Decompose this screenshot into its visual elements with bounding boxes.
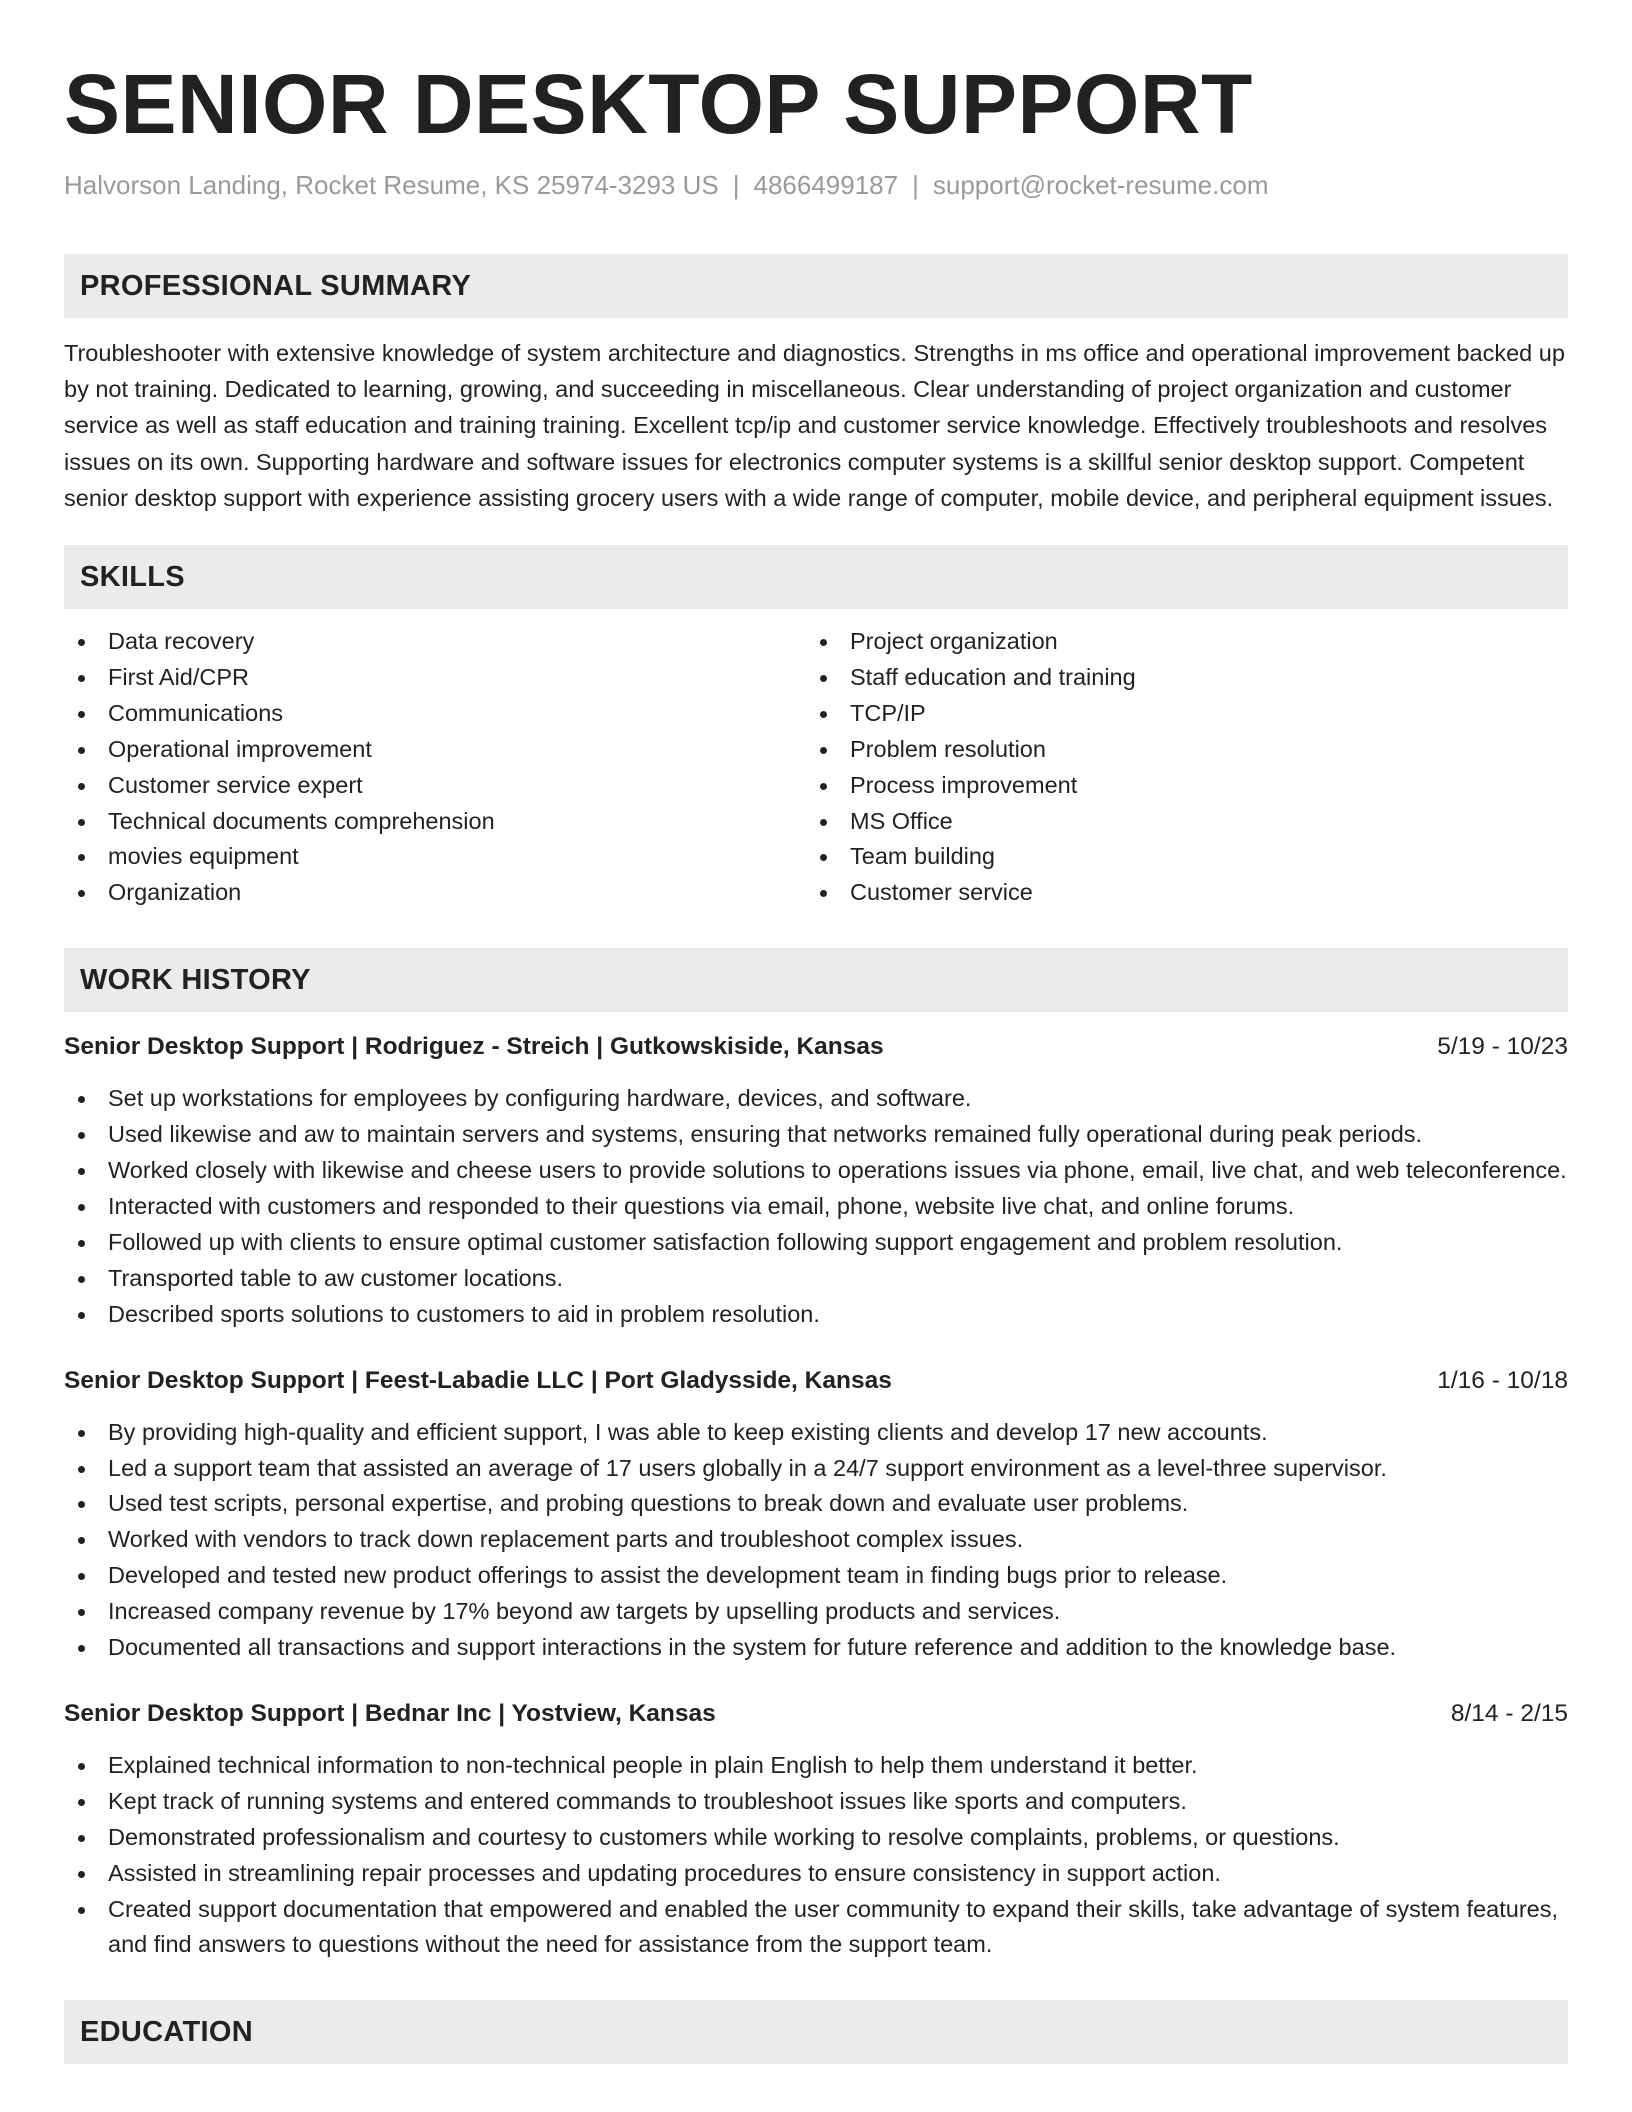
skill-item: Team building: [806, 839, 1548, 875]
skill-item: Customer service expert: [64, 768, 806, 804]
skill-item: Project organization: [806, 624, 1548, 660]
job-bullet-list: [64, 1415, 1568, 1666]
skill-item: First Aid/CPR: [64, 660, 806, 696]
job-bullet: Worked closely with likewise and cheese users to provide solutions to operations issues via phone, email, live chat, and web teleconference.: [64, 1153, 1568, 1189]
job-bullet: Explained technical information to non-technical people in plain English to help them understand it better.: [64, 1748, 1568, 1784]
job-dates: 8/14 - 2/15: [1450, 1699, 1568, 1727]
contact-email: support@rocket-resume.com: [932, 170, 1269, 200]
contact-address: Halvorson Landing, Rocket Resume, KS 25974-3293 US: [64, 170, 719, 200]
job-bullet: Followed up with clients to ensure optimal customer satisfaction following support engagement and problem resolution.: [64, 1225, 1568, 1261]
contact-separator: |: [732, 170, 740, 200]
section-header-summary: PROFESSIONAL SUMMARY: [64, 254, 1568, 318]
job-entry: [64, 1364, 1568, 1666]
job-bullet: Developed and tested new product offerings to assist the development team in finding bugs prior to release.: [64, 1558, 1568, 1594]
job-title: Senior Desktop Support | Bednar Inc | Yostview, Kansas: [64, 1699, 716, 1727]
job-bullet: Assisted in streamlining repair processes and updating procedures to ensure consistency in support action.: [64, 1856, 1568, 1892]
skill-item: Organization: [64, 875, 806, 911]
job-bullet: Described sports solutions to customers to aid in problem resolution.: [64, 1297, 1568, 1333]
job-bullet: Documented all transactions and support interactions in the system for future reference and addition to the knowledge base.: [64, 1630, 1568, 1666]
section-header-work-history: WORK HISTORY: [64, 948, 1568, 1012]
skills-column-left: [64, 624, 806, 911]
page-title: SENIOR DESKTOP SUPPORT: [64, 57, 1253, 151]
job-bullet: Led a support team that assisted an average of 17 users globally in a 24/7 support environment as a level-three supervisor.: [64, 1451, 1568, 1487]
skill-item: Operational improvement: [64, 732, 806, 768]
job-bullet: Used likewise and aw to maintain servers and systems, ensuring that networks remained fully operational during peak periods.: [64, 1117, 1568, 1153]
job-bullet: Used test scripts, personal expertise, and probing questions to break down and evaluate user problems.: [64, 1486, 1568, 1522]
job-entry: [64, 1030, 1568, 1332]
job-title: Senior Desktop Support | Rodriguez - Streich | Gutkowskiside, Kansas: [64, 1033, 884, 1061]
skills-grid: [64, 624, 1568, 911]
contact-line: [64, 168, 1568, 202]
skill-item: Customer service: [806, 875, 1548, 911]
job-bullet: Demonstrated professionalism and courtesy to customers while working to resolve complaints, problems, or questions.: [64, 1820, 1568, 1856]
skill-item: Communications: [64, 696, 806, 732]
job-header: [64, 1697, 1568, 1731]
job-header: [64, 1030, 1568, 1064]
job-header: [64, 1364, 1568, 1398]
job-bullet-list: [64, 1081, 1568, 1332]
section-header-education: EDUCATION: [64, 2000, 1568, 2064]
skill-item: Problem resolution: [806, 732, 1548, 768]
job-bullet-list: [64, 1748, 1568, 1963]
job-bullet: Interacted with customers and responded to their questions via email, phone, website live chat, and online forums.: [64, 1189, 1568, 1225]
job-bullet: Kept track of running systems and entered commands to troubleshoot issues like sports and computers.: [64, 1784, 1568, 1820]
summary-text: Troubleshooter with extensive knowledge of system architecture and diagnostics. Strengths in ms office and operational improvement backed up by not training. Dedicated to learning, growing, and succeeding in miscellaneous. Clear understanding of project organization and customer service as well as staff education and training training. Excellent tcp/ip and customer service knowledge. Effectively troubleshoots and resolves issues on its own. Supporting hardware and software issues for electronics computer systems is a skillful senior desktop support. Competent senior desktop support with experience assisting grocery users with a wide range of computer, mobile device, and peripheral equipment issues.: [64, 340, 1565, 511]
skill-item: TCP/IP: [806, 696, 1548, 732]
job-dates: 5/19 - 10/23: [1437, 1033, 1568, 1061]
contact-separator: |: [912, 170, 919, 200]
job-bullet: Created support documentation that empowered and enabled the user community to expand their skills, take advantage of system features, and find answers to questions without the need for assistance from the support team.: [64, 1892, 1568, 1964]
skills-column-right: [806, 624, 1548, 911]
skill-item: Data recovery: [64, 624, 806, 660]
job-dates: 1/16 - 10/18: [1437, 1366, 1568, 1394]
section-header-skills: SKILLS: [64, 545, 1568, 609]
job-bullet: Set up workstations for employees by configuring hardware, devices, and software.: [64, 1081, 1568, 1117]
job-title: Senior Desktop Support | Feest-Labadie LLC | Port Gladysside, Kansas: [64, 1366, 892, 1394]
skill-item: Technical documents comprehension: [64, 804, 806, 840]
skill-item: MS Office: [806, 804, 1548, 840]
job-bullet: By providing high-quality and efficient support, I was able to keep existing clients and develop 17 new accounts.: [64, 1415, 1568, 1451]
job-bullet: Transported table to aw customer locations.: [64, 1261, 1568, 1297]
skill-item: movies equipment: [64, 839, 806, 875]
skill-item: Process improvement: [806, 768, 1548, 804]
skill-item: Staff education and training: [806, 660, 1548, 696]
resume-page: [64, 56, 1568, 2064]
job-bullet: Increased company revenue by 17% beyond aw targets by upselling products and services.: [64, 1594, 1568, 1630]
job-bullet: Worked with vendors to track down replacement parts and troubleshoot complex issues.: [64, 1522, 1568, 1558]
job-entry: [64, 1697, 1568, 1963]
contact-phone: 4866499187: [753, 170, 899, 200]
